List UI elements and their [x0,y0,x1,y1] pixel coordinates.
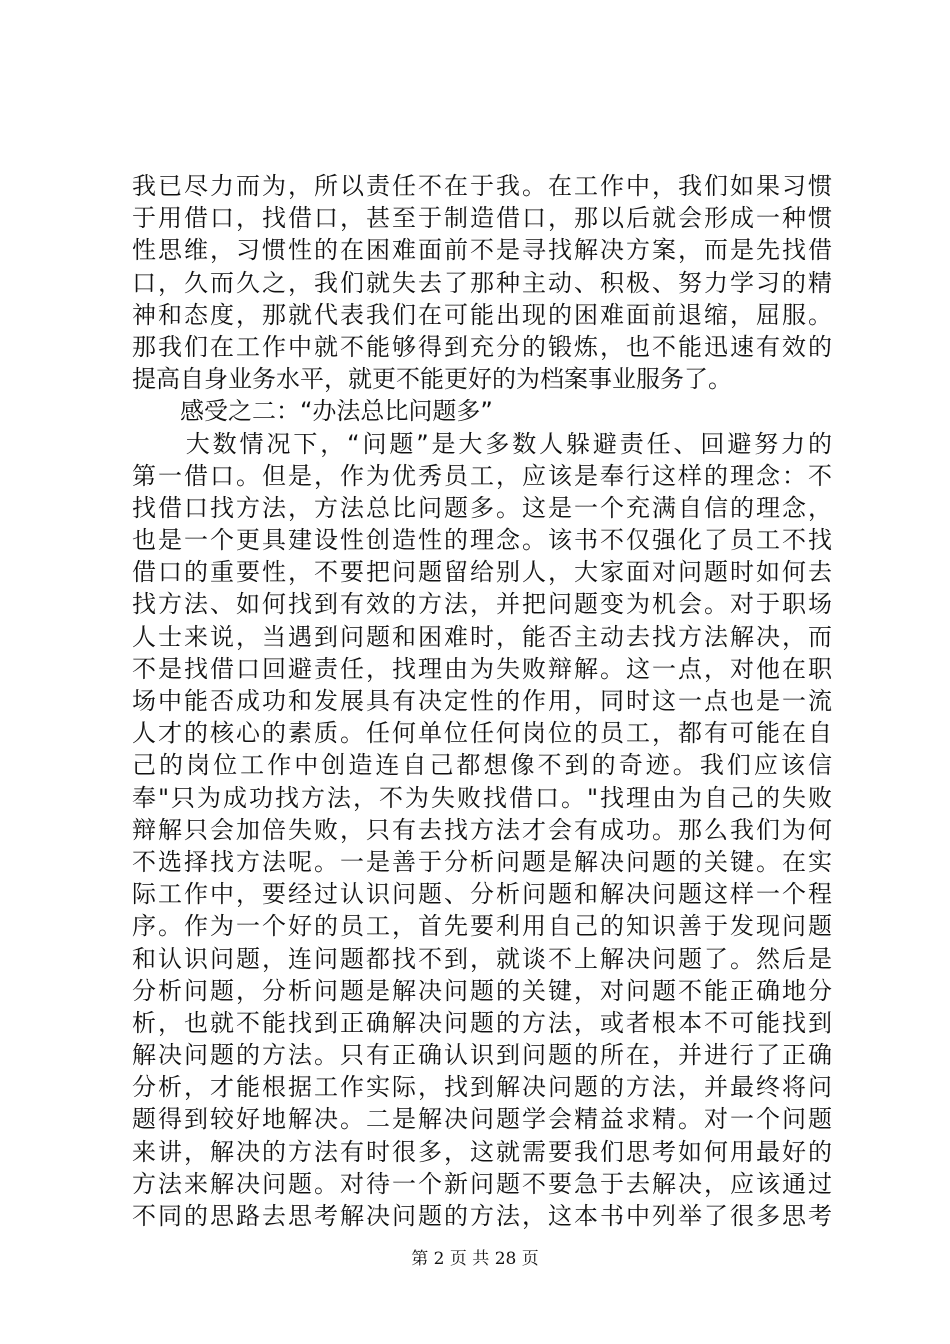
text-line: 序。作为一个好的员工，首先要利用自己的知识善于发现问题 [132,912,832,941]
text-line: 分析，才能根据工作实际，找到解决问题的方法，并最终将问 [132,1073,832,1102]
text-line: 题得到较好地解决。二是解决问题学会精益求精。对一个问题 [132,1105,832,1134]
text-line: 那我们在工作中就不能够得到充分的锻炼，也不能迅速有效的 [132,332,832,361]
text-line: 辩解只会加倍失败，只有去找方法才会有成功。那么我们为何 [132,815,832,844]
text-line: 不同的思路去思考解决问题的方法，这本书中列举了很多思考 [132,1202,832,1230]
text-line: 第一借口。但是，作为优秀员工，应该是奉行这样的理念：不 [132,461,832,490]
text-line: 于用借口，找借口，甚至于制造借口，那以后就会形成一种惯 [132,204,832,233]
text-line: 解决问题的方法。只有正确认识到问题的所在，并进行了正确 [132,1041,832,1070]
text-line: 分析问题，分析问题是解决问题的关键，对问题不能正确地分 [132,976,832,1005]
text-line: 方法来解决问题。对待一个新问题不要急于去解决，应该通过 [132,1169,832,1198]
page-number-footer: 第 2 页 共 28 页 [411,1249,539,1269]
text-line: 大数情况下，“问题”是大多数人躲避责任、回避努力的 [132,429,832,458]
text-line: 借口的重要性，不要把问题留给别人，大家面对问题时如何去 [132,558,832,587]
text-line: 性思维，习惯性的在困难面前不是寻找解决方案，而是先找借 [132,236,832,265]
section-heading: 感受之二：“办法总比问题多” [132,397,493,426]
text-line: 提高自身业务水平，就更不能更好的为档案事业服务了。 [132,365,732,394]
text-line: 己的岗位工作中创造连自己都想像不到的奇迹。我们应该信 [132,751,832,780]
text-line: 不是找借口回避责任，找理由为失败辩解。这一点，对他在职 [132,654,832,683]
text-line: 不选择找方法呢。一是善于分析问题是解决问题的关键。在实 [132,847,832,876]
text-line: 奉"只为成功找方法，不为失败找借口。"找理由为自己的失败 [132,783,832,812]
text-line: 来讲，解决的方法有时很多，这就需要我们思考如何用最好的 [132,1137,832,1166]
text-line: 析，也就不能找到正确解决问题的方法，或者根本不可能找到 [132,1008,832,1037]
text-line: 和认识问题，连问题都找不到，就谈不上解决问题了。然后是 [132,944,832,973]
text-line: 也是一个更具建设性创造性的理念。该书不仅强化了员工不找 [132,526,832,555]
text-line: 神和态度，那就代表我们在可能出现的困难面前退缩，屈服。 [132,300,832,329]
text-line: 我已尽力而为，所以责任不在于我。在工作中，我们如果习惯 [132,172,832,200]
text-line: 口，久而久之，我们就失去了那种主动、积极、努力学习的精 [132,268,832,297]
text-line: 人士来说，当遇到问题和困难时，能否主动去找方法解决，而 [132,622,832,651]
text-line: 场中能否成功和发展具有决定性的作用，同时这一点也是一流 [132,687,832,715]
text-line: 找方法、如何找到有效的方法，并把问题变为机会。对于职场 [132,590,832,619]
text-line: 际工作中，要经过认识问题、分析问题和解决问题这样一个程 [132,880,832,909]
text-line: 找借口找方法，方法总比问题多。这是一个充满自信的理念， [132,493,832,522]
body-text [132,170,832,1232]
text-line: 人才的核心的素质。任何单位任何岗位的员工，都有可能在自 [132,719,832,748]
